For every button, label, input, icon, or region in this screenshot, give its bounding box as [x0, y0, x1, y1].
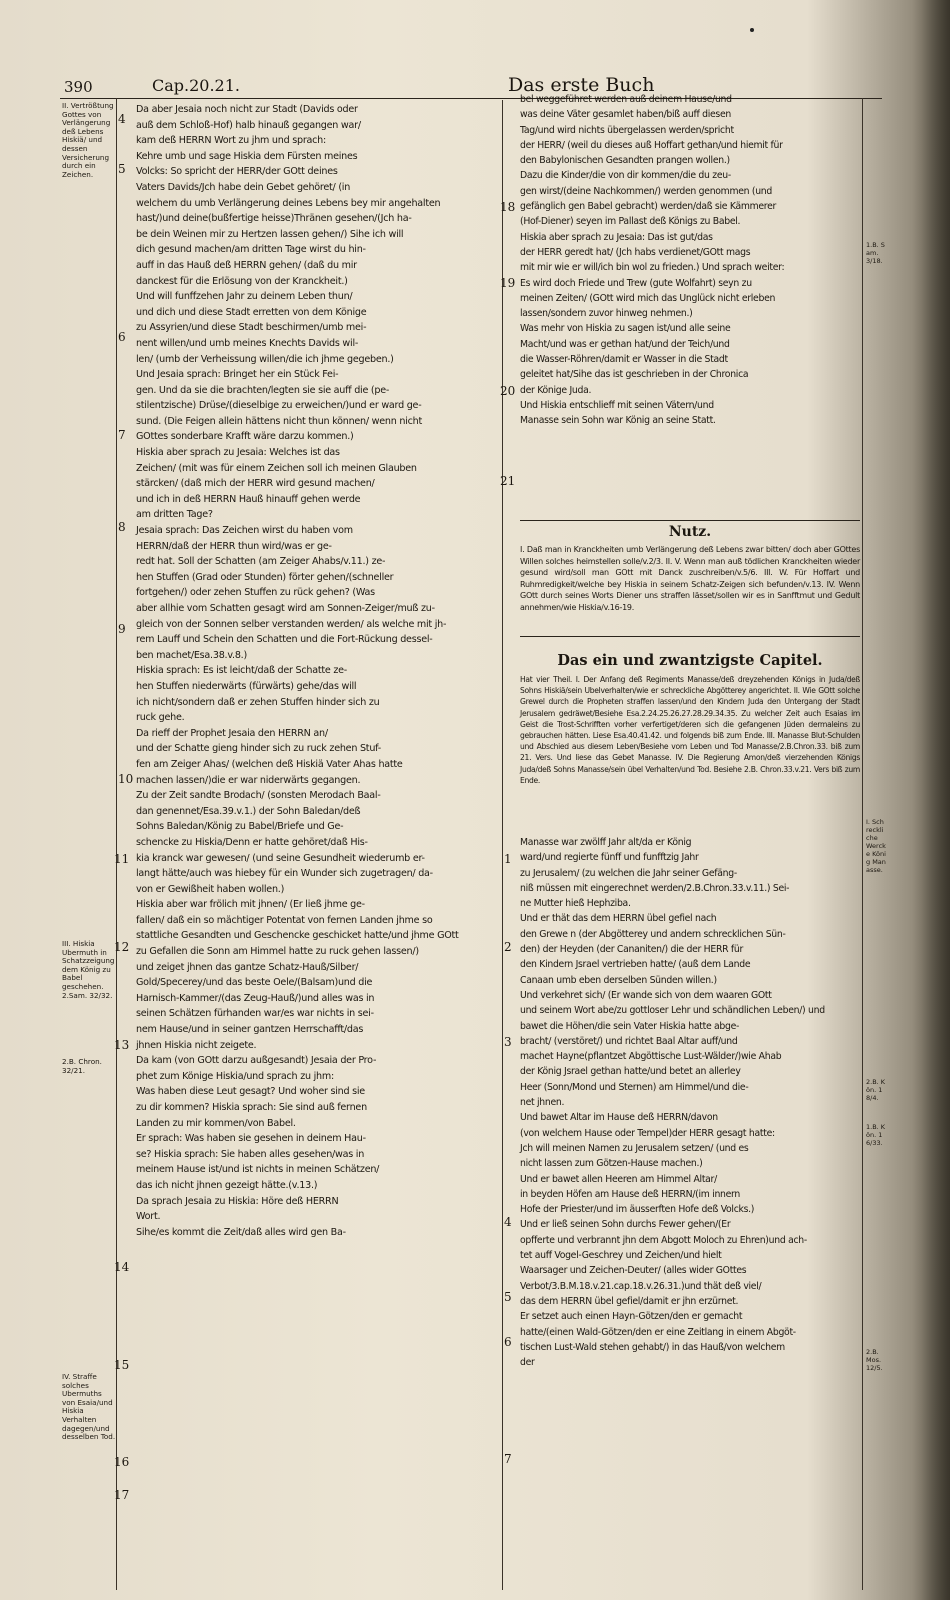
verse-number: 5: [118, 162, 126, 176]
text-line: GOttes sonderbare Krafft wäre darzu kommen.): [136, 431, 354, 443]
text-line: und ich in deß HERRN Hauß hinauff gehen werde: [136, 493, 361, 505]
verse-number: 21: [500, 474, 516, 488]
text-line: hast/)und deine(bußfertige heisse)Thränen gesehen/(Jch ha-: [136, 213, 412, 225]
text-line: Jesaia sprach: Das Zeichen wirst du haben vom: [136, 525, 353, 537]
verse-number: 15: [114, 1358, 130, 1372]
text-line: machen lassen/)die er war niderwärts gegangen.: [136, 774, 361, 786]
text-line: der Könige Juda.: [520, 384, 592, 396]
verse-number: 18: [500, 200, 516, 214]
section-rule: [520, 636, 860, 637]
text-line: phet zum Könige Hiskia/und sprach zu jhm:: [136, 1070, 334, 1082]
text-line: Es wird doch Friede und Trew (gute Wolfahrt) seyn zu: [520, 277, 752, 289]
page-number: 390: [64, 78, 93, 96]
text-line: ruck gehe.: [136, 712, 185, 724]
text-line: Manasse sein Sohn war König an seine Statt.: [520, 415, 716, 427]
margin-note: 1.B. Sam. 3/18.: [866, 241, 885, 265]
text-line: nem Hause/und in seiner gantzen Herrschafft/das: [136, 1024, 364, 1036]
left-margin: [60, 98, 117, 1590]
text-line: ich nicht/sondern daß er zehen Stuffen hinder sich zu: [136, 696, 380, 708]
text-line: am dritten Tage?: [136, 509, 213, 521]
text-line: Und er bawet allen Heeren am Himmel Altar/: [520, 1173, 717, 1185]
nutz-text: I. Daß man in Kranckheiten umb Verlängerung deß Lebens zwar bitten/ doch aber GOttes Willen solches heimstellen solle/v.2/3. II. V. Wenn man auß tödlichen Kranckheiten wieder gesund wird/soll man GOtt mit Danck zuschreiben/v.5/6. III. W. Für Hoffart und Ruhmredigkeit/welche bey Hiskia in seinem Schatz-Zeigen sich befunden/v.13. IV. Wenn GOtt durch seines Worts Diener uns straffen lässet/sollen wir es in Sanfftmut und Gedult annehmen/wie Hiskia/v.16-19.: [520, 545, 860, 612]
text-line: Vaters Davids/Jch habe dein Gebet gehöret/ (in: [136, 181, 351, 193]
verse-number: 3: [504, 1035, 512, 1049]
text-line: nicht lassen zum Götzen-Hause machen.): [520, 1158, 703, 1170]
text-line: bel weggeführet werden auß deinem Hause/und: [520, 94, 732, 105]
verse-number: 4: [118, 112, 126, 126]
text-line: Volcks: So spricht der HERR/der GOtt deines: [136, 166, 338, 178]
text-line: Und will funffzehen Jahr zu deinem Leben thun/: [136, 291, 353, 303]
text-line: von er Gewißheit haben wollen.): [136, 883, 285, 895]
margin-note: 1.B. Kön. 16/33.: [866, 1123, 886, 1147]
text-line: hatte/(einen Wald-Götzen/den er eine Zeitlang in einem Abgöt-: [520, 1326, 796, 1338]
text-line: Tag/und wird nichts übergelassen werden/spricht: [520, 124, 734, 136]
margin-note: 2.B. Mos. 12/5.: [866, 1348, 883, 1372]
verse-number: 5: [504, 1290, 512, 1304]
text-line: seinen Schätzen fürhanden war/es war nichts in sei-: [136, 1008, 374, 1020]
right-text-column: [500, 94, 860, 1590]
text-line: Canaan umb eben derselben Sünden willen.): [520, 974, 717, 986]
verse-number: 17: [114, 1488, 130, 1502]
text-line: Und bawet Altar im Hause deß HERRN/davon: [520, 1112, 718, 1124]
text-line: Da aber Jesaia noch nicht zur Stadt (Davids oder: [136, 104, 358, 115]
margin-note: II. Vertrößtung Gottes von Verlängerung deß Lebens Hiskiä/ und dessen Versicherung durch ein Zeichen.: [62, 101, 114, 179]
verse-number: 6: [504, 1335, 512, 1349]
text-line: Kehre umb und sage Hiskia dem Fürsten meines: [136, 150, 358, 162]
text-line: net jhnen.: [520, 1097, 565, 1109]
text-line: Landen zu mir kommen/von Babel.: [136, 1117, 296, 1129]
text-line: der: [520, 1357, 535, 1369]
right-margin: [862, 98, 885, 1590]
text-line: gen. Und da sie die brachten/legten sie sie auff die (pe-: [136, 384, 390, 396]
text-line: das dem HERRN übel gefiel/damit er jhn erzürnet.: [520, 1295, 739, 1307]
verse-number: 16: [114, 1455, 130, 1469]
text-line: Er sprach: Was haben sie gesehen in deinem Hau-: [136, 1133, 366, 1145]
text-line: stärcken/ (daß mich der HERR wird gesund machen/: [136, 478, 375, 490]
text-line: jhnen Hiskia nicht zeigete.: [136, 1039, 257, 1051]
text-line: stilentzische) Drüse/(dieselbige zu erweichen/)und er ward ge-: [136, 400, 422, 412]
text-line: ward/und regierte fünff und funfftzig Jahr: [520, 852, 699, 864]
text-line: Hiskia aber sprach zu Jesaia: Das ist gut/das: [520, 231, 713, 243]
text-line: Manasse war zwölff Jahr alt/da er König: [520, 837, 692, 848]
text-line: zu Assyrien/und diese Stadt beschirmen/umb mei-: [136, 322, 367, 334]
text-line: meinem Hause ist/und ist nichts in meinen Schätzen/: [136, 1164, 380, 1176]
text-line: Und verkehret sich/ (Er wande sich von dem waaren GOtt: [520, 989, 772, 1001]
chapter-reference: Cap.20.21.: [152, 76, 240, 95]
text-line: schencke zu Hiskia/Denn er hatte gehöret/daß His-: [136, 836, 368, 848]
text-line: Da rieff der Prophet Jesaia den HERRN an/: [136, 727, 328, 739]
text-line: Wort.: [136, 1211, 161, 1223]
text-line: lassen/sondern zuvor hinweg nehmen.): [520, 308, 693, 320]
text-line: se? Hiskia sprach: Sie haben alles gesehen/was in: [136, 1148, 365, 1160]
text-line: hen Stuffen (Grad oder Stunden) förter gehen/(schneller: [136, 571, 394, 583]
text-line: niß müssen mit eingerechnet werden/2.B.Chron.33.v.11.) Sei-: [520, 882, 790, 894]
text-line: Hofe der Priester/und im äusserften Hofe deß Volcks.): [520, 1204, 755, 1216]
text-line: Dazu die Kinder/die von dir kommen/die du zeu-: [520, 170, 731, 182]
verse-number: 8: [118, 520, 126, 534]
text-line: ne Mutter hieß Hephziba.: [520, 898, 631, 910]
text-line: Harnisch-Kammer/(das Zeug-Hauß/)und alles was in: [136, 992, 375, 1004]
verse-number: 9: [118, 622, 126, 636]
text-line: opfferte und verbrannt jhn dem Abgott Moloch zu Ehren)und ach-: [520, 1234, 807, 1246]
verse-number: 1: [504, 852, 512, 866]
text-line: Da kam (von GOtt darzu außgesandt) Jesaia der Pro-: [136, 1055, 377, 1067]
text-line: den Babylonischen Gesandten prangen wollen.): [520, 155, 730, 167]
text-line: Jch will meinen Namen zu Jerusalem setzen/ (und es: [520, 1142, 749, 1154]
text-line: Und er thät das dem HERRN übel gefiel nach: [520, 913, 717, 925]
text-line: Und Jesaia sprach: Bringet her ein Stück Fei-: [136, 369, 339, 381]
text-line: Hiskia sprach: Es ist leicht/daß der Schatte ze-: [136, 665, 347, 677]
text-line: tischen Lust-Wald stehen gehabt/) in das Hauß/von welchem: [520, 1341, 785, 1353]
text-line: dan genennet/Esa.39.v.1.) der Sohn Baledan/deß: [136, 805, 361, 817]
text-line: Er setzet auch einen Hayn-Götzen/den er gemacht: [520, 1311, 743, 1323]
verse-number: 7: [504, 1452, 512, 1466]
text-line: Waarsager und Zeichen-Deuter/ (alles wider GOttes: [520, 1265, 747, 1277]
text-line: HERRN/daß der HERR thun wird/was er ge-: [136, 540, 332, 552]
text-line: geleitet hat/Sihe das ist geschrieben in der Chronica: [520, 369, 749, 381]
text-line: redt hat. Soll der Schatten (am Zeiger Ahabs/v.11.) ze-: [136, 556, 386, 568]
right-column-text-bottom: [520, 835, 860, 1370]
text-line: aber allhie vom Schatten gesagt wird am Sonnen-Zeiger/muß zu-: [136, 603, 435, 614]
margin-note: 2.B. Chron. 32/21.: [62, 1057, 102, 1075]
text-line: danckest für die Erlösung von der Kranckheit.): [136, 275, 348, 287]
text-line: Hiskia aber sprach zu Jesaia: Welches ist das: [136, 447, 340, 459]
text-line: der HERR geredt hat/ (Jch habs verdienet/GOtt mags: [520, 246, 751, 258]
verse-number: 10: [118, 772, 134, 786]
text-line: nent willen/und umb meines Knechts Davids wil-: [136, 337, 359, 349]
ink-speck: [750, 28, 754, 32]
text-line: rem Lauff und Schein den Schatten und die Fort-Rückung dessel-: [136, 634, 433, 646]
text-line: kia kranck war gewesen/ (und seine Gesundheit wiederumb er-: [136, 852, 425, 864]
text-line: langt hätte/auch was hiebey für ein Wunder sich zugetragen/ da-: [136, 868, 433, 880]
text-line: fallen/ daß ein so mächtiger Potentat von fernen Landen jhme so: [136, 914, 433, 926]
margin-note: III. Hiskia Ubermuth in Schatzzeigung dem König zu Babel geschehen. 2.Sam. 32/32.: [62, 939, 115, 1000]
text-line: tet auff Vogel-Geschrey und Zeichen/und hielt: [520, 1250, 722, 1262]
text-line: auff in das Hauß deß HERRN gehen/ (daß du mir: [136, 259, 357, 271]
text-line: Was haben diese Leut gesagt? Und woher sind sie: [136, 1086, 365, 1098]
text-line: was deine Väter gesamlet haben/biß auff diesen: [520, 109, 731, 121]
verse-number: 7: [118, 428, 126, 442]
margin-note: 2.B. Kön. 18/4.: [866, 1078, 886, 1102]
text-line: Da sprach Jesaia zu Hiskia: Höre deß HERRN: [136, 1195, 339, 1207]
text-line: in beyden Höfen am Hause deß HERRN/(im innern: [520, 1188, 741, 1200]
text-line: len/ (umb der Verheissung willen/die ich jhme gegeben.): [136, 353, 394, 365]
verse-number: 11: [114, 852, 130, 866]
verse-number: 12: [114, 940, 130, 954]
text-line: den Kindern Jsrael vertrieben hatte/ (auß dem Lande: [520, 959, 751, 971]
text-line: den Grewe n (der Abgötterey und andern schrecklichen Sün-: [520, 928, 786, 940]
margin-note: IV. Straffe solches Ubermuths von Esaia/und Hiskia Verhalten dagegen/und desselben Tod.: [62, 1372, 116, 1442]
text-line: be dein Weinen mir zu Hertzen lassen gehen/) Sihe ich will: [136, 228, 404, 240]
verse-number: 6: [118, 330, 126, 344]
verse-number: 19: [500, 276, 516, 290]
text-line: Verbot/3.B.M.18.v.21.cap.18.v.26.31.)und thät deß viel/: [520, 1280, 762, 1292]
text-line: und zeiget jhnen das gantze Schatz-Hauß/Silber/: [136, 961, 359, 973]
text-line: zu dir kommen? Hiskia sprach: Sie sind auß fernen: [136, 1102, 367, 1113]
left-column-text: [136, 102, 502, 1240]
text-line: und der Schatte gieng hinder sich zu ruck zehen Stuf-: [136, 743, 381, 755]
text-line: Heer (Sonn/Mond und Sternen) am Himmel/und die-: [520, 1081, 749, 1093]
text-line: Macht/und was er gethan hat/und der Teich/und: [520, 338, 730, 350]
text-line: Was mehr von Hiskia zu sagen ist/und alle seine: [520, 323, 731, 335]
text-line: welchem du umb Verlängerung deines Lebens bey mir angehalten: [136, 197, 441, 209]
text-line: Und Hiskia entschlieff mit seinen Vätern/und: [520, 399, 714, 411]
verse-number: 20: [500, 384, 516, 398]
text-line: machet Hayne(pflantzet Abgöttische Lust-Wälder/)wie Ahab: [520, 1051, 782, 1063]
verse-number: 13: [114, 1038, 130, 1052]
text-line: Zu der Zeit sandte Brodach/ (sonsten Merodach Baal-: [136, 790, 381, 802]
text-line: auß dem Schloß-Hof) halb hinauß gegangen war/: [136, 119, 361, 131]
nutz-heading: Nutz.: [668, 524, 712, 540]
text-line: dich gesund machen/am dritten Tage wirst du hin-: [136, 244, 366, 256]
text-line: gleich von der Sonnen selber verstanden werden/ als welche mit jh-: [136, 618, 447, 630]
right-column-text-top: [520, 92, 860, 429]
text-line: zu Jerusalem/ (zu welchen die Jahr seiner Gefäng-: [520, 867, 737, 879]
text-line: den) der Heyden (der Cananiten/) die der HERR für: [520, 944, 744, 956]
text-line: gefänglich gen Babel gebracht) werden/daß sie Kämmerer: [520, 201, 777, 213]
text-line: Und er ließ seinen Sohn durchs Fewer gehen/(Er: [520, 1219, 731, 1231]
text-line: Sohns Baledan/König zu Babel/Briefe und Ge-: [136, 821, 344, 833]
running-title: Das erste Buch: [508, 74, 655, 96]
text-line: ben machet/Esa.38.v.8.): [136, 649, 247, 661]
text-line: stattliche Gesandten und Geschencke geschicket hatte/und jhme GOtt: [136, 930, 459, 942]
text-line: der König Jsrael gethan hatte/und betet an allerley: [520, 1066, 741, 1078]
text-line: meinen Zeiten/ (GOtt wird mich das Unglück nicht erleben: [520, 292, 776, 304]
text-line: bawet die Höhen/die sein Vater Hiskia hatte abge-: [520, 1020, 740, 1032]
verse-number: 2: [504, 940, 512, 954]
verse-number: 14: [114, 1260, 130, 1274]
left-text-column: [114, 100, 503, 1590]
text-line: Hiskia aber war frölich mit jhnen/ (Er ließ jhme ge-: [136, 899, 365, 911]
text-line: bracht/ (verstöret/) und richtet Baal Altar auff/und: [520, 1035, 738, 1047]
verse-number: 4: [504, 1215, 512, 1229]
text-line: Zeichen/ (mit was für einem Zeichen soll ich meinen Glauben: [136, 462, 417, 474]
section-rule: [520, 520, 860, 521]
text-line: kam deß HERRN Wort zu jhm und sprach:: [136, 135, 326, 147]
text-line: zu Gefallen die Sonn am Himmel hatte zu ruck gehen lassen/): [136, 946, 419, 958]
chapter-heading: Das ein und zwantzigste Capitel.: [557, 652, 823, 669]
text-line: gen wirst/(deine Nachkommen/) werden genommen (und: [520, 185, 772, 197]
text-line: und dich und diese Stadt erretten von dem Könige: [136, 306, 367, 318]
text-line: Gold/Specerey/und das beste Oele/(Balsam)und die: [136, 977, 373, 989]
page-edge-shadow: [912, 0, 950, 1600]
text-line: sund. (Die Feigen allein hättens nicht thun können/ wenn nicht: [136, 415, 422, 427]
chapter-summary: Hat vier Theil. I. Der Anfang deß Regiments Manasse/deß dreyzehenden Königs in Juda/deß Sohns Hiskiä/sein Ubelverhalten/wie er schreckliche Abgötterey angerichtet. II. Wie GOtt solche Grewel durch die Propheten straffen lassen/und den Kindern Juda den Untergang der Stadt Jerusalem gedräwet/Besiehe Esa.2.24.25.26.27.28.29.34.35. Zu welcher Zeit auch Esaias im Geist die Trost-Schrifften vorher verfertiget/deren sich die gefangenen Jüden dermaleins zu gebrauchen hätten. Liese Esa.40.41.42. und folgends biß zum Ende. III. Manasse Blut-Schulden und Abschied aus diesem Leben/Besiehe vom Leben und Tod Manasse/2.B.Chron.33. biß zum 21. Vers. Und liese das Gebet Manasse. IV. Die Regierung Amon/deß vierzehenden Königs Juda/deß Sohns Manasse/sein übel Verhalten/und Tod. Besiehe 2.B. Chron.33.v.21. Vers biß zum Ende.: [520, 675, 860, 785]
text-line: Sihe/es kommt die Zeit/daß alles wird gen Ba-: [136, 1226, 346, 1238]
text-line: (Hof-Diener) seyen im Pallast deß Königs zu Babel.: [520, 216, 741, 228]
text-line: und seinem Wort abe/zu gottloser Lehr und schändlichen Leben/) und: [520, 1005, 825, 1017]
text-line: (von welchem Hause oder Tempel)der HERR gesagt hatte:: [520, 1127, 775, 1139]
text-line: der HERR/ (weil du dieses auß Hoffart gethan/und hiemit für: [520, 139, 783, 151]
text-line: fortgehen/) oder zehen Stuffen zu rück gehen? (Was: [136, 587, 375, 599]
text-line: fen am Zeiger Ahas/ (welchen deß Hiskiä Vater Ahas hatte: [136, 758, 403, 770]
margin-note: I. Schreckliche Wercke König Manasse.: [866, 818, 886, 874]
text-line: mit mir wie er will/ich bin wol zu frieden.) Und sprach weiter:: [520, 262, 785, 274]
text-line: hen Stuffen niederwärts (fürwärts) gehe/das will: [136, 680, 357, 692]
text-line: das ich nicht jhnen gezeigt hätte.(v.13.): [136, 1179, 318, 1191]
text-line: die Wasser-Röhren/damit er Wasser in die Stadt: [520, 354, 728, 366]
